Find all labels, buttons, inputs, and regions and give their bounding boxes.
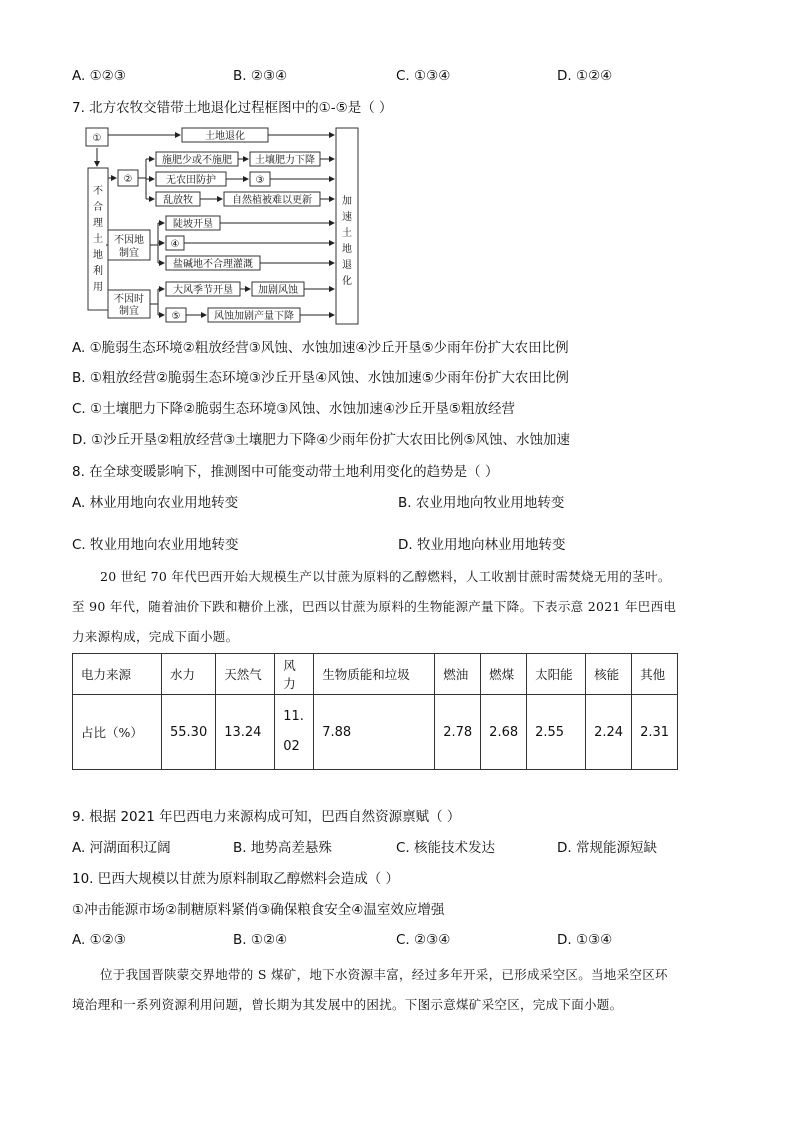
q8-option-d: D. 牧业用地向林业用地转变 (398, 537, 566, 553)
td-biomass: 7.88 (314, 695, 435, 770)
td-gas: 13.24 (216, 695, 275, 770)
box-windy: 大风季节开垦 (173, 285, 233, 296)
q8-option-c: C. 牧业用地向农业用地转变 (72, 537, 239, 553)
passage1-line2: 至 90 年代，随着油价下跌和糖价上涨，巴西以甘蔗为原料的生物能源产量下降。下表示意 2021 年巴西电 (72, 599, 677, 614)
th-nuclear: 核能 (586, 654, 632, 695)
th-other: 其他 (632, 654, 678, 695)
q9-option-a: A. 河湖面积辽阔 (72, 840, 171, 856)
box-site-1: 不因地 (114, 235, 144, 246)
svg-text:土: 土 (342, 228, 352, 239)
svg-text:退: 退 (342, 260, 352, 271)
passage1-line3: 力来源构成，完成下面小题。 (72, 629, 239, 644)
th-oil: 燃油 (435, 654, 481, 695)
th-biomass: 生物质能和垃圾 (314, 654, 435, 695)
svg-text:合: 合 (93, 202, 103, 213)
svg-text:速: 速 (342, 212, 352, 223)
svg-text:地: 地 (93, 250, 103, 261)
brazil-power-table (72, 653, 678, 770)
q9-stem: 9. 根据 2021 年巴西电力来源构成可知，巴西自然资源禀赋（ ） (72, 809, 461, 825)
td-hydro: 55.30 (162, 695, 216, 770)
passage2-line1: 位于我国晋陕蒙交界地带的 S 煤矿，地下水资源丰富，经过多年开采，已形成采空区。当地采空区环 (100, 967, 668, 982)
q8-option-b: B. 农业用地向牧业用地转变 (398, 495, 565, 511)
box-erosion: 加剧风蚀 (258, 285, 298, 296)
box-time-1: 不因时 (114, 294, 144, 305)
box-1: ① (92, 133, 102, 144)
th-solar: 太阳能 (527, 654, 586, 695)
box-4: ④ (170, 239, 180, 250)
th-gas: 天然气 (216, 654, 275, 695)
box-graze: 乱放牧 (163, 195, 193, 206)
box-time-2: 制宜 (119, 306, 139, 317)
box-3: ③ (255, 175, 265, 186)
td-oil: 2.78 (435, 695, 481, 770)
vertical-not-rational (93, 185, 103, 293)
q10-option-c: C. ②③④ (396, 932, 451, 948)
q7-option-a: A. ①脆弱生态环境②粗放经营③风蚀、水蚀加速④沙丘开垦⑤少雨年份扩大农田比例 (72, 340, 569, 356)
td-wind: 11.02 (275, 695, 314, 770)
svg-text:用: 用 (93, 282, 103, 293)
vertical-accelerate (342, 194, 352, 287)
box-no-protect: 无农田防护 (166, 175, 216, 186)
box-land-degradation: 土地退化 (205, 131, 245, 142)
passage2-line2: 境治理和一系列资源利用问题，曾长期为其发展中的困扰。下图示意煤矿采空区，完成下面小题。 (72, 997, 623, 1012)
svg-text:地: 地 (342, 244, 352, 255)
td-other: 2.31 (632, 695, 678, 770)
td-nuclear: 2.24 (586, 695, 632, 770)
q8-stem: 8. 在全球变暖影响下，推测图中可能变动带土地利用变化的趋势是（ ） (72, 464, 499, 480)
td-coal: 2.68 (481, 695, 527, 770)
svg-text:利: 利 (93, 266, 103, 277)
q7-option-c: C. ①土壤肥力下降②脆弱生态环境③风蚀、水蚀加速④沙丘开垦⑤粗放经营 (72, 401, 516, 417)
box-veg: 自然植被难以更新 (232, 195, 312, 206)
svg-text:化: 化 (342, 276, 352, 287)
th-coal: 燃煤 (481, 654, 527, 695)
land-degradation-flowchart (84, 124, 364, 330)
q9-option-d: D. 常规能源短缺 (557, 840, 657, 856)
q6-option-d: D. ①②④ (557, 68, 613, 84)
q10-option-a: A. ①②③ (72, 932, 126, 948)
box-fert-down: 土壤肥力下降 (255, 155, 315, 166)
td-label: 占比（%） (73, 695, 162, 770)
svg-text:加: 加 (342, 196, 352, 207)
q9-option-b: B. 地势高差悬殊 (233, 840, 332, 856)
q6-option-a: A. ①②③ (72, 68, 126, 84)
svg-text:土: 土 (93, 234, 103, 245)
box-2: ② (123, 174, 133, 185)
td-solar: 2.55 (527, 695, 586, 770)
q7-option-d: D. ①沙丘开垦②粗放经营③土壤肥力下降④少雨年份扩大农田比例⑤风蚀、水蚀加速 (72, 432, 570, 448)
box-5: ⑤ (171, 311, 181, 322)
th-source: 电力来源 (73, 654, 162, 695)
q7-option-b: B. ①粗放经营②脆弱生态环境③沙丘开垦④风蚀、水蚀加速⑤少雨年份扩大农田比例 (72, 370, 569, 386)
box-erosion-yield: 风蚀加剧产量下降 (214, 311, 294, 322)
q6-option-c: C. ①③④ (396, 68, 451, 84)
q6-option-b: B. ②③④ (233, 68, 288, 84)
q7-stem: 7. 北方农牧交错带土地退化过程框图中的①-⑤是（ ） (72, 100, 393, 116)
box-slope: 陡坡开垦 (173, 219, 213, 230)
th-hydro: 水力 (162, 654, 216, 695)
passage1-line1: 20 世纪 70 年代巴西开始大规模生产以甘蔗为原料的乙醇燃料，人工收割甘蔗时需焚烧无用的茎叶。 (100, 569, 671, 584)
th-wind: 风力 (275, 654, 314, 695)
q10-stem: 10. 巴西大规模以甘蔗为原料制取乙醇燃料会造成（ ） (72, 871, 400, 887)
q8-option-a: A. 林业用地向农业用地转变 (72, 495, 239, 511)
q9-option-c: C. 核能技术发达 (396, 840, 496, 856)
q10-option-b: B. ①②④ (233, 932, 288, 948)
svg-text:理: 理 (93, 218, 103, 229)
box-fert: 施肥少或不施肥 (162, 155, 232, 166)
box-saline: 盐碱地不合理灌溉 (173, 259, 253, 270)
svg-text:不: 不 (93, 186, 103, 197)
box-site-2: 制宜 (119, 248, 139, 259)
q10-option-d: D. ①③④ (557, 932, 613, 948)
q10-items: ①冲击能源市场②制糖原料紧俏③确保粮食安全④温室效应增强 (72, 902, 445, 918)
